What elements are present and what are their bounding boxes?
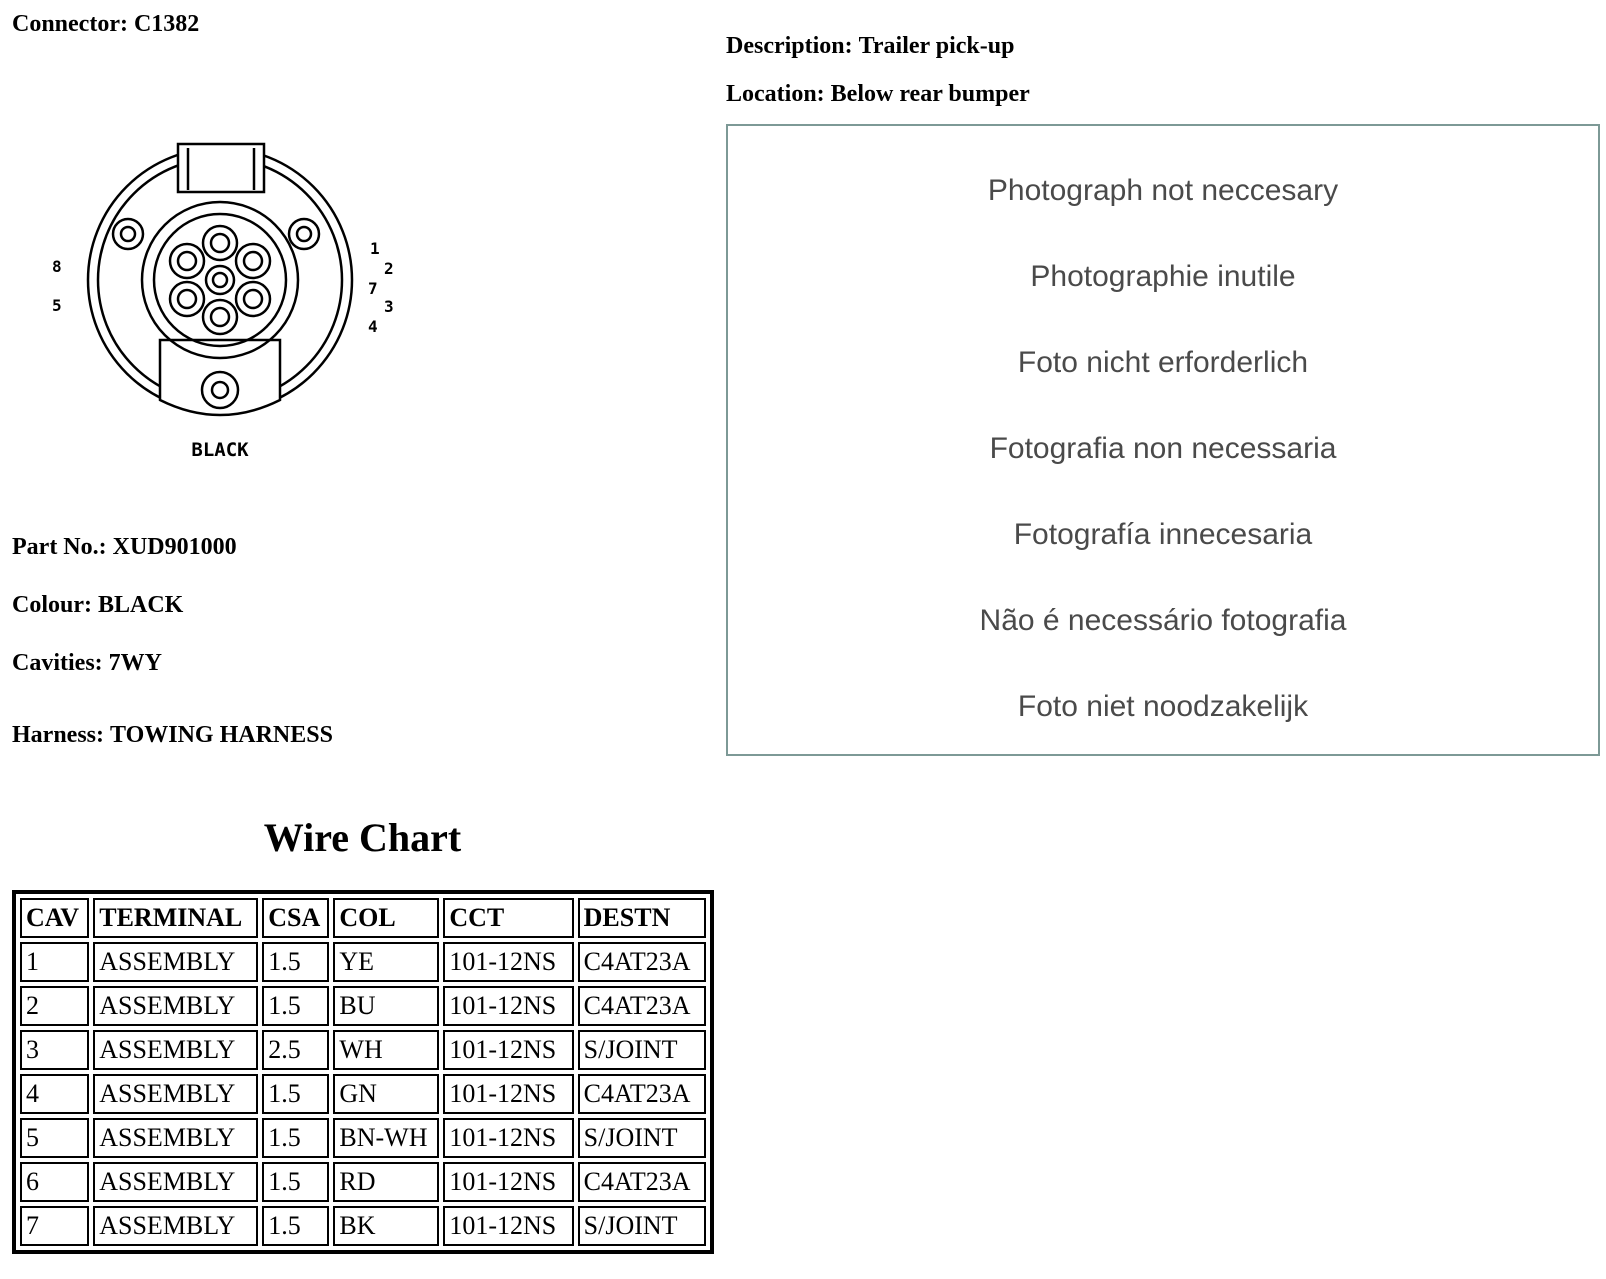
cell-cav: 6 [20,1162,89,1202]
cell-cav: 7 [20,1206,89,1246]
cell-terminal: ASSEMBLY [93,1030,258,1070]
header-col: COL [333,898,439,938]
pin-label-4: 4 [368,317,378,336]
cell-cct: 101-12NS [443,1206,573,1246]
cell-csa: 1.5 [262,942,329,982]
diagram-colour-caption: BLACK [191,439,249,461]
photo-notice-line: Não é necessário fotografia [979,604,1347,637]
cell-col: WH [333,1030,439,1070]
photo-notice-box [726,124,1600,756]
contact-pins [170,226,270,334]
header-cct: CCT [443,898,573,938]
cell-terminal: ASSEMBLY [93,942,258,982]
description-value: Trailer pick-up [858,33,1015,59]
cell-cav: 1 [20,942,89,982]
connector-value: C1382 [133,11,200,37]
part-no-field [12,535,237,559]
cell-col: BK [333,1206,439,1246]
cavities-value: 7WY [108,650,162,676]
harness-value: TOWING HARNESS [110,722,333,748]
harness-field [12,723,333,747]
cell-cct: 101-12NS [443,1074,573,1114]
header-csa: CSA [262,898,329,938]
part-no-value: XUD901000 [112,534,237,560]
location-value: Below rear bumper [830,81,1030,107]
description-field [726,34,1014,58]
connector-label: Connector: [12,11,128,37]
colour-value: BLACK [98,592,184,618]
table-row [20,1074,706,1114]
cavities-label: Cavities: [12,650,103,676]
connector-face-diagram [40,130,420,470]
cell-destn: S/JOINT [578,1206,706,1246]
cell-terminal: ASSEMBLY [93,986,258,1026]
cell-cct: 101-12NS [443,986,573,1026]
photo-notice-line: Foto niet noodzakelijk [1017,690,1309,723]
cell-destn: C4AT23A [578,1074,706,1114]
cell-cct: 101-12NS [443,942,573,982]
colour-label: Colour: [12,592,92,618]
header-destn: DESTN [578,898,706,938]
pin-label-3: 3 [384,297,394,316]
cell-terminal: ASSEMBLY [93,1118,258,1158]
part-no-label: Part No.: [12,534,107,560]
table-row [20,1206,706,1246]
colour-field [12,593,183,617]
connector-field [12,12,199,36]
cell-cav: 3 [20,1030,89,1070]
cell-col: BN-WH [333,1118,439,1158]
header-terminal: TERMINAL [93,898,258,938]
table-row [20,1118,706,1158]
connector-bottom-latch [160,340,280,415]
cavities-field [12,651,162,675]
cell-cav: 4 [20,1074,89,1114]
photo-notice-line: Fotografia non necessaria [989,432,1337,465]
table-header-row [20,898,706,938]
cell-destn: C4AT23A [578,1162,706,1202]
pin-label-8: 8 [52,257,62,276]
cell-col: YE [333,942,439,982]
wire-chart-table [12,890,714,1254]
location-label: Location: [726,81,825,107]
photo-notice-line: Photograph not neccesary [987,174,1339,207]
cell-cct: 101-12NS [443,1162,573,1202]
cell-destn: S/JOINT [578,1030,706,1070]
connector-top-key [178,144,264,192]
cell-col: RD [333,1162,439,1202]
mount-hole-right [289,219,319,249]
cell-csa: 1.5 [262,986,329,1026]
cell-csa: 1.5 [262,1074,329,1114]
description-label: Description: [726,33,853,59]
cell-csa: 2.5 [262,1030,329,1070]
wire-chart-title: Wire Chart [263,815,462,860]
table-row [20,986,706,1026]
cell-destn: S/JOINT [578,1118,706,1158]
pin-label-5: 5 [52,296,62,315]
cell-destn: C4AT23A [578,942,706,982]
cell-cav: 5 [20,1118,89,1158]
mount-hole-left [113,219,143,249]
cell-cav: 2 [20,986,89,1026]
table-row [20,1162,706,1202]
cell-cct: 101-12NS [443,1118,573,1158]
photo-notice-line: Fotografía innecesaria [1013,518,1313,551]
location-field [726,82,1030,106]
pin-label-7: 7 [368,279,378,298]
cell-csa: 1.5 [262,1162,329,1202]
cell-terminal: ASSEMBLY [93,1162,258,1202]
photo-notice-line: Photographie inutile [1030,260,1296,293]
cell-cct: 101-12NS [443,1030,573,1070]
photo-notice-line: Foto nicht erforderlich [1017,346,1309,379]
cell-csa: 1.5 [262,1118,329,1158]
cell-csa: 1.5 [262,1206,329,1246]
cell-terminal: ASSEMBLY [93,1074,258,1114]
header-cav: CAV [20,898,89,938]
cell-terminal: ASSEMBLY [93,1206,258,1246]
harness-label: Harness: [12,722,104,748]
cell-col: GN [333,1074,439,1114]
table-row [20,1030,706,1070]
pin-label-1: 1 [370,239,380,258]
cell-col: BU [333,986,439,1026]
pin-label-2: 2 [384,259,394,278]
table-row [20,942,706,982]
cell-destn: C4AT23A [578,986,706,1026]
